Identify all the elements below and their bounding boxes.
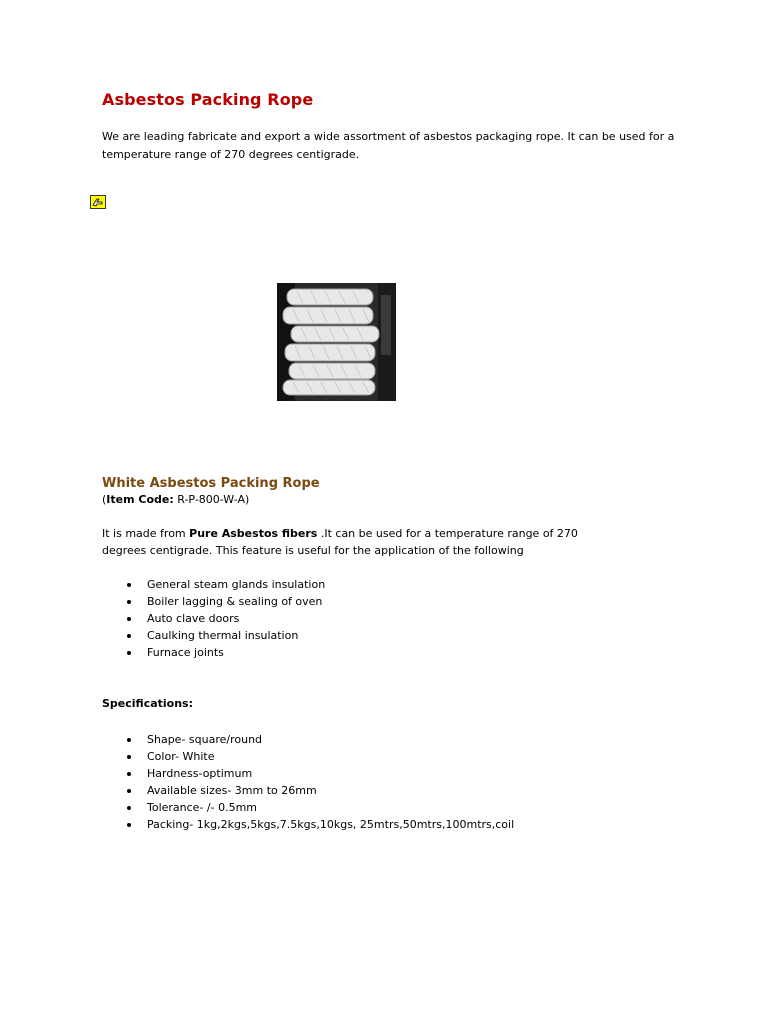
description-bold: Pure Asbestos fibers <box>189 527 318 540</box>
list-item: Auto clave doors <box>102 610 325 627</box>
product-title: White Asbestos Packing Rope <box>102 476 320 491</box>
list-item: Shape- square/round <box>102 731 514 748</box>
list-item: Caulking thermal insulation <box>102 627 325 644</box>
description-prefix: It is made from <box>102 527 190 540</box>
item-code-label: Item Code: <box>106 493 174 506</box>
list-item: Hardness-optimum <box>102 765 514 782</box>
intro-paragraph: We are leading fabricate and export a wide assortment of asbestos packaging rope. It can be used for a temperature range of 270 degrees centigrade. <box>102 130 675 161</box>
list-item: Color- White <box>102 748 514 765</box>
item-code-value: R-P-800-W-A) <box>173 493 250 506</box>
pointing-hand-icon <box>90 195 106 209</box>
page-title: Asbestos Packing Rope <box>102 90 314 109</box>
list-item: General steam glands insulation <box>102 576 325 593</box>
list-item: Boiler lagging & sealing of oven <box>102 593 325 610</box>
specifications-heading: Specifications: <box>102 697 194 710</box>
specifications-list <box>102 731 514 833</box>
uses-list <box>102 576 325 661</box>
list-item: Available sizes- 3mm to 26mm <box>102 782 514 799</box>
description-suffix: .It can be used for a temperature range of 270 degrees centigrade. This feature is useful for the application of the following <box>102 527 578 557</box>
list-item: Tolerance- /- 0.5mm <box>102 799 514 816</box>
list-item: Furnace joints <box>102 644 325 661</box>
item-code <box>102 493 249 506</box>
item-code-open: ( <box>102 493 107 506</box>
rope-coil-image <box>277 283 396 401</box>
list-item: Packing- 1kg,2kgs,5kgs,7.5kgs,10kgs, 25mtrs,50mtrs,100mtrs,coil <box>102 816 514 833</box>
product-description <box>102 525 622 559</box>
